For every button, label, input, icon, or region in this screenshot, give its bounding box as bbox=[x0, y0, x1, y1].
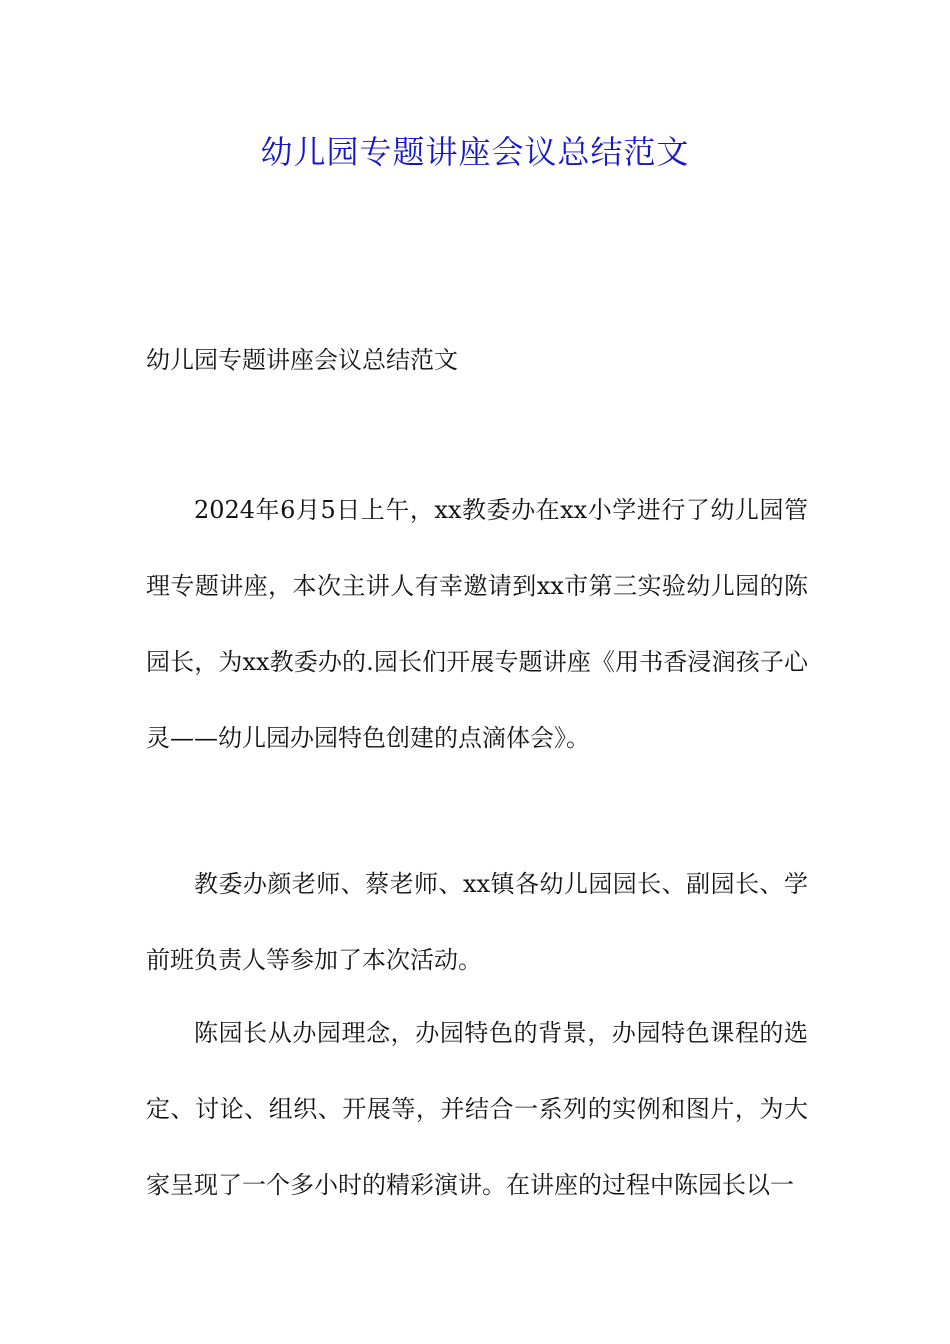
document-title: 幼儿园专题讲座会议总结范文 bbox=[260, 133, 690, 171]
paragraph-1: 2024年6月5日上午，xx教委办在xx小学进行了幼儿园管理专题讲座，本次主讲人有幸邀请到xx市第三实验幼儿园的陈园长，为xx教委办的.园长们开展专题讲座《用书香浸润孩子心灵——幼儿园办园特色创建的点滴体会》。 bbox=[146, 496, 808, 752]
paragraph-2: 教委办颜老师、蔡老师、xx镇各幼儿园园长、副园长、学前班负责人等参加了本次活动。 bbox=[146, 870, 808, 974]
paragraph-3: 陈园长从办园理念，办园特色的背景，办园特色课程的选定、讨论、组织、开展等，并结合一系列的实例和图片，为大家呈现了一个多小时的精彩演讲。在讲座的过程中陈园长以一 bbox=[146, 1019, 808, 1199]
document-subtitle: 幼儿园专题讲座会议总结范文 bbox=[146, 346, 458, 374]
